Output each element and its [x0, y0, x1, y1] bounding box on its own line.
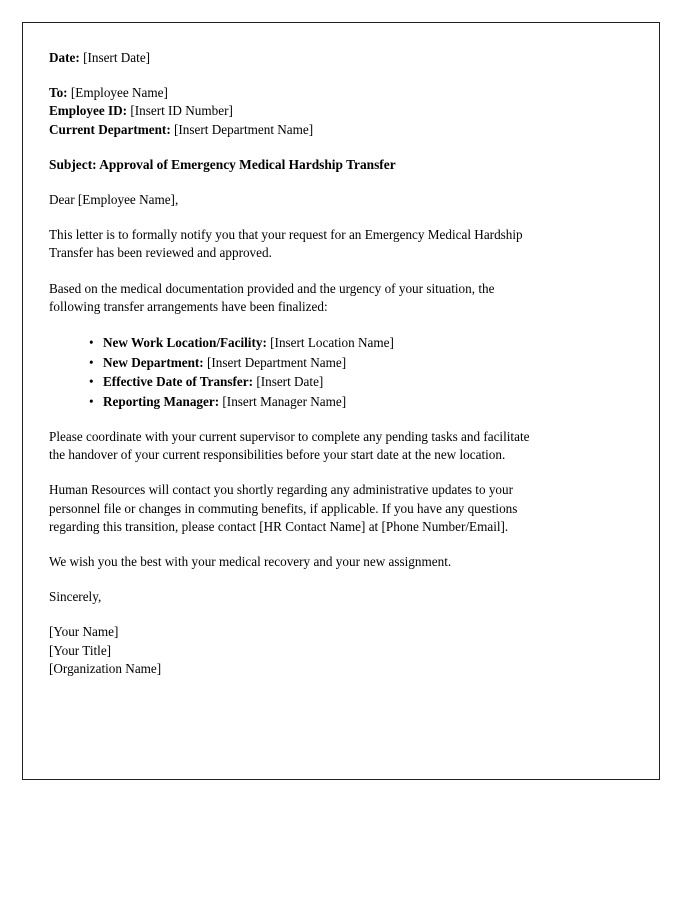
recipient-block — [49, 84, 631, 139]
current-department-label: Current Department: — [49, 121, 171, 137]
paragraph-arrangements-intro-line-1: Based on the medical documentation provided and the urgency of your situation, the — [49, 280, 495, 296]
paragraph-hr-contact-line-3: regarding this transition, please contact [HR Contact Name] at [Phone Number/Email]. — [49, 518, 509, 534]
list-item — [89, 392, 635, 412]
bullet-value: [Insert Manager Name] — [222, 393, 347, 409]
transfer-details-list — [49, 333, 635, 411]
paragraph-hr-contact-line-2: personnel file or changes in commuting benefits, if applicable. If you have any questions — [49, 500, 518, 516]
bullet-value: [Insert Location Name] — [270, 335, 394, 351]
paragraph-well-wishes: We wish you the best with your medical recovery and your new assignment. — [49, 554, 452, 570]
paragraph-handover-line-1: Please coordinate with your current supervisor to complete any pending tasks and facilitate — [49, 429, 530, 445]
to-label: To: — [49, 85, 68, 101]
signature-title: [Your Title] — [49, 642, 112, 658]
employee-id-label: Employee ID: — [49, 103, 128, 119]
subject-line: Subject: Approval of Emergency Medical Hardship Transfer — [49, 156, 396, 172]
list-item — [89, 353, 635, 373]
paragraph-handover — [49, 428, 631, 464]
paragraph-arrangements-intro-line-2: following transfer arrangements have been finalized: — [49, 298, 328, 314]
signature-name: [Your Name] — [49, 624, 119, 640]
bullet-value: [Insert Date] — [256, 374, 324, 390]
paragraph-approval — [49, 226, 631, 262]
paragraph-approval-line-2: Transfer has been reviewed and approved. — [49, 245, 272, 261]
employee-id-value: [Insert ID Number] — [130, 103, 233, 119]
to-value: [Employee Name] — [70, 85, 168, 101]
list-item — [89, 333, 635, 353]
date-block — [49, 49, 631, 67]
closing: Sincerely, — [49, 589, 102, 605]
bullet-label: Reporting Manager: — [103, 393, 220, 409]
bullet-label: New Work Location/Facility: — [103, 335, 267, 351]
paragraph-arrangements-intro — [49, 280, 631, 316]
bullet-label: Effective Date of Transfer: — [103, 374, 254, 390]
paragraph-handover-line-2: the handover of your current responsibilities before your start date at the new location. — [49, 447, 506, 463]
paragraph-hr-contact-line-1: Human Resources will contact you shortly regarding any administrative updates to your — [49, 482, 514, 498]
recipient-department-line — [49, 121, 631, 139]
letter-page — [22, 22, 660, 780]
recipient-employee-id-line — [49, 102, 631, 120]
bullet-value: [Insert Department Name] — [207, 354, 347, 370]
salutation: Dear [Employee Name], — [49, 192, 179, 208]
signature-organization: [Organization Name] — [49, 660, 162, 676]
letter-body — [23, 23, 659, 678]
paragraph-approval-line-1: This letter is to formally notify you that your request for an Emergency Medical Hardship — [49, 227, 523, 243]
list-item — [89, 372, 635, 392]
bullet-label: New Department: — [103, 354, 204, 370]
date-value: [Insert Date] — [83, 50, 151, 65]
current-department-value: [Insert Department Name] — [174, 121, 314, 137]
recipient-to-line — [49, 84, 631, 102]
signature-block — [49, 623, 635, 678]
date-label: Date: — [49, 50, 80, 65]
paragraph-hr-contact — [49, 481, 631, 536]
